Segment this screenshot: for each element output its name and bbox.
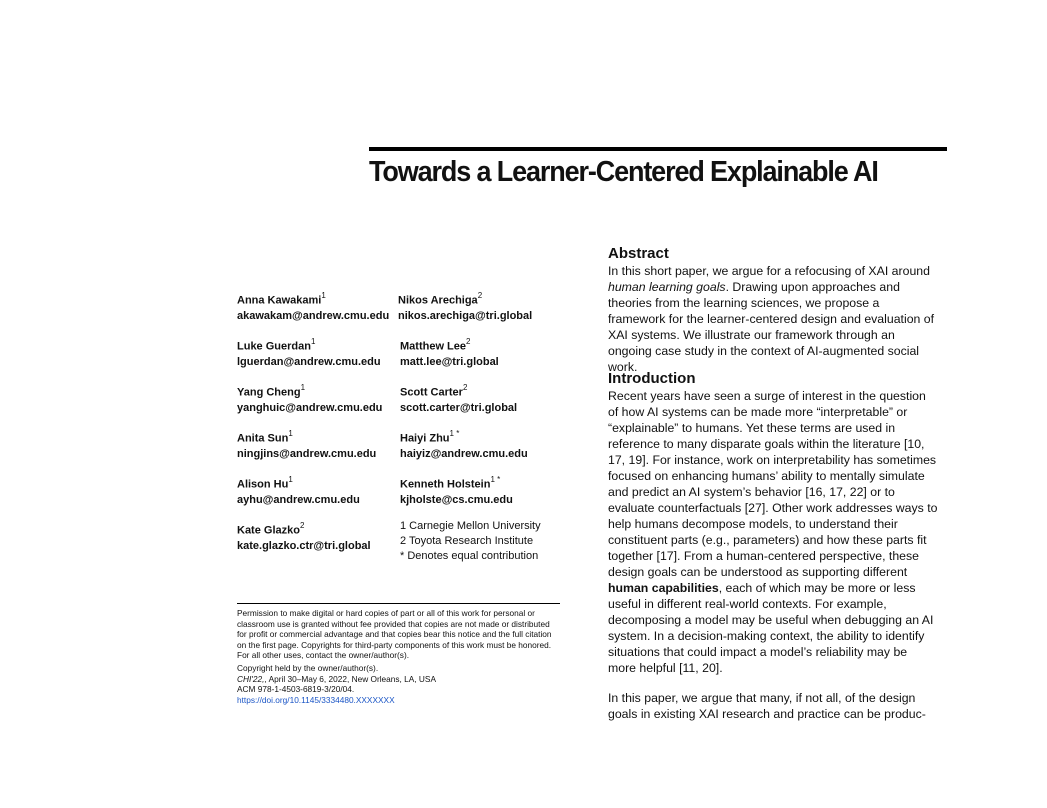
author-email: kjholste@cs.cmu.edu	[400, 493, 513, 506]
abstract-text	[608, 263, 938, 375]
author-email: matt.lee@tri.global	[400, 355, 499, 368]
author-affil-mark: 1	[321, 291, 326, 300]
permission-notice: Permission to make digital or hard copies of part or all of this work for personal or classroom use is granted without fee provided that copies are not made or distributed for profit or commercial advantage and that copies bear this notice and the full citation on the first page. Copyrights for third-party components of this work must be honored. For all other uses, contact the owner/author(s).	[237, 603, 560, 661]
venue-details: , April 30–May 6, 2022, New Orleans, LA, USA	[264, 673, 436, 684]
author-affil-mark: 2	[466, 337, 471, 346]
author-name: Nikos Arechiga	[398, 294, 478, 307]
affiliation-line: * Denotes equal contribution	[400, 550, 539, 562]
abstract-text-start: In this short paper, we argue for a refocusing of XAI around	[608, 264, 930, 278]
intro-p1-start: Recent years have seen a surge of interest in the question of how AI systems can be made more “interpretable” or “explainable” to humans. Yet these terms are used in reference to many disparate goals within the literature [10, 17, 19]. For instance, work on interpretability has sometimes focused on enhancing humans’ ability to mentally simulate and predict an AI system’s behavior [16, 17, 22] or to evaluate counterfactuals [27]. Other work addresses ways to help humans decompose models, to understand their constituent parts (e.g., parameters) and how these parts fit together [17]. From a human-centered perspective, these design goals can be understood as supporting different	[608, 389, 938, 579]
author-email: nikos.arechiga@tri.global	[398, 309, 533, 322]
author-affil-mark: 2	[299, 521, 305, 530]
author-email: haiyiz@andrew.cmu.edu	[400, 447, 528, 460]
author-entry	[398, 289, 532, 324]
author-name: Kate Glazko	[237, 524, 300, 537]
author-entry	[237, 289, 389, 324]
author-entry	[400, 427, 528, 462]
author-name: Scott Carter	[400, 386, 463, 399]
author-email: scott.carter@tri.global	[400, 401, 518, 414]
intro-paragraph-2: In this paper, we argue that many, if not all, of the design goals in existing XAI research and practice can be produc-	[608, 691, 926, 721]
author-name: Luke Guerdan	[237, 340, 311, 353]
author-affil-mark: 2	[462, 383, 468, 392]
affiliation-line: 1 Carnegie Mellon University	[400, 520, 541, 532]
author-affil-mark: 1	[310, 337, 316, 346]
isbn-line: ACM 978-1-4503-6819-3/20/04.	[237, 684, 355, 694]
author-name: Haiyi Zhu	[400, 432, 450, 445]
author-affil-mark: 2	[477, 291, 483, 300]
intro-paragraph-1	[608, 388, 938, 676]
author-affil-mark: 1	[288, 475, 293, 484]
author-email: ayhu@andrew.cmu.edu	[237, 493, 360, 506]
abstract-emphasis: human learning goals	[608, 280, 726, 294]
author-email: ningjins@andrew.cmu.edu	[237, 447, 377, 460]
abstract-heading: Abstract	[608, 245, 669, 262]
author-entry	[400, 473, 513, 508]
author-entry	[400, 335, 499, 370]
copyright-held: Copyright held by the owner/author(s).	[237, 663, 379, 673]
author-affil-mark: 1	[288, 429, 293, 438]
author-entry	[400, 381, 517, 416]
author-entry	[237, 427, 376, 462]
author-name: Yang Cheng	[237, 386, 301, 399]
intro-bold-term: human capabilities	[608, 581, 719, 595]
author-affil-mark: 1	[300, 383, 306, 392]
author-entry	[237, 473, 360, 508]
author-name: Anita Sun	[237, 432, 289, 445]
venue-name: CHI'22,	[237, 673, 265, 684]
introduction-heading: Introduction	[608, 370, 696, 387]
author-entry	[237, 519, 371, 554]
author-name: Kenneth Holstein	[400, 478, 491, 491]
paper-title: Towards a Learner-Centered Explainable AI	[369, 156, 878, 188]
affiliation-line: 2 Toyota Research Institute	[400, 535, 534, 547]
author-affil-mark: 1 *	[449, 429, 460, 438]
author-email: kate.glazko.ctr@tri.global	[237, 539, 371, 552]
author-entry	[237, 335, 381, 370]
author-email: yanghuic@andrew.cmu.edu	[237, 401, 383, 414]
author-name: Matthew Lee	[400, 340, 467, 353]
venue-line	[237, 674, 567, 685]
author-email: akawakam@andrew.cmu.edu	[237, 309, 390, 322]
author-email: lguerdan@andrew.cmu.edu	[237, 355, 381, 368]
intro-p1-end: , each of which may be more or less useful in different real-world contexts. For example, decomposing a model may be useful when debugging an AI system. In a decision-making context, the ability to identify situations that could impact a model’s reliability may be more helpful [11, 20].	[608, 581, 934, 675]
copyright-block	[237, 663, 567, 705]
author-entry	[237, 381, 382, 416]
author-name: Alison Hu	[237, 478, 289, 491]
author-name: Anna Kawakami	[237, 294, 322, 307]
title-rule	[369, 147, 947, 151]
author-affil-mark: 1 *	[490, 475, 501, 484]
introduction-section	[608, 370, 938, 722]
doi-link[interactable]: https://doi.org/10.1145/3334480.XXXXXXX	[237, 694, 395, 705]
abstract-section	[608, 245, 938, 375]
abstract-text-end: . Drawing upon approaches and theories from the learning sciences, we propose a framework for the learner-centered design and evaluation of XAI systems. We illustrate our framework through an ongoing case study in the context of AI-augmented social work.	[608, 280, 935, 374]
